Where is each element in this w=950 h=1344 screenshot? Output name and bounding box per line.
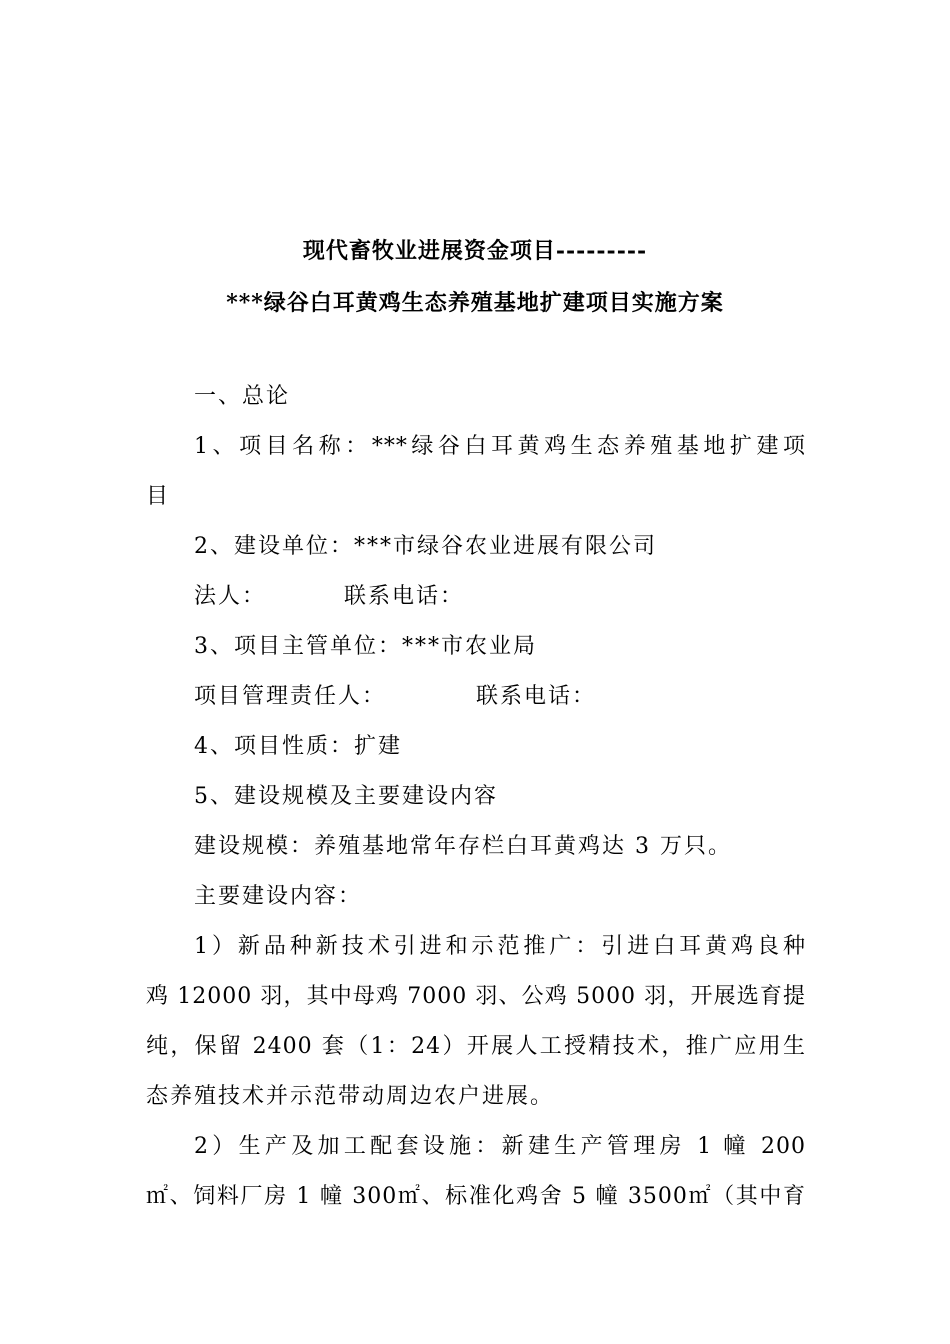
item-construction-unit: 2、建设单位：***市绿谷农业进展有限公司	[194, 534, 657, 559]
contact-phone-label: 联系电话：	[344, 584, 465, 609]
paragraph-2-line-1: 2）生产及加工配套设施：新建生产管理房 1 幢 200	[194, 1134, 806, 1159]
item-supervising-unit: 3、项目主管单位：***市农业局	[194, 634, 537, 659]
project-manager-row	[194, 682, 596, 712]
paragraph-1-line-1: 1）新品种新技术引进和示范推广：引进白耳黄鸡良种	[194, 934, 806, 959]
item-scale-and-content: 5、建设规模及主要建设内容	[194, 784, 498, 809]
item-project-nature: 4、项目性质：扩建	[194, 734, 402, 759]
legal-person-row	[194, 582, 464, 612]
item-project-name: 1、项目名称：***绿谷白耳黄鸡生态养殖基地扩建项	[194, 434, 806, 459]
paragraph-1-line-3: 纯，保留 2400 套（1：24）开展人工授精技术，推广应用生	[146, 1034, 806, 1059]
document-title-line-2: ***绿谷白耳黄鸡生态养殖基地扩建项目实施方案	[226, 290, 724, 316]
paragraph-1-line-2: 鸡 12000 羽，其中母鸡 7000 羽、公鸡 5000 羽，开展选育提	[146, 984, 806, 1009]
section-heading-overview: 一、总论	[194, 384, 291, 409]
project-manager-label: 项目管理责任人：	[194, 684, 387, 709]
contact-phone-label: 联系电话：	[476, 684, 597, 709]
legal-person-label: 法人：	[194, 584, 267, 609]
construction-scale: 建设规模：养殖基地常年存栏白耳黄鸡达 3 万只。	[194, 834, 732, 859]
document-title-line-1: 现代畜牧业进展资金项目---------	[302, 238, 648, 264]
paragraph-1-line-4: 态养殖技术并示范带动周边农户进展。	[146, 1084, 555, 1109]
main-content-label: 主要建设内容：	[194, 884, 363, 909]
paragraph-2-line-2: ㎡、饲料厂房 1 幢 300㎡、标准化鸡舍 5 幢 3500㎡（其中育	[146, 1184, 806, 1209]
item-project-name-continued: 目	[146, 484, 171, 509]
